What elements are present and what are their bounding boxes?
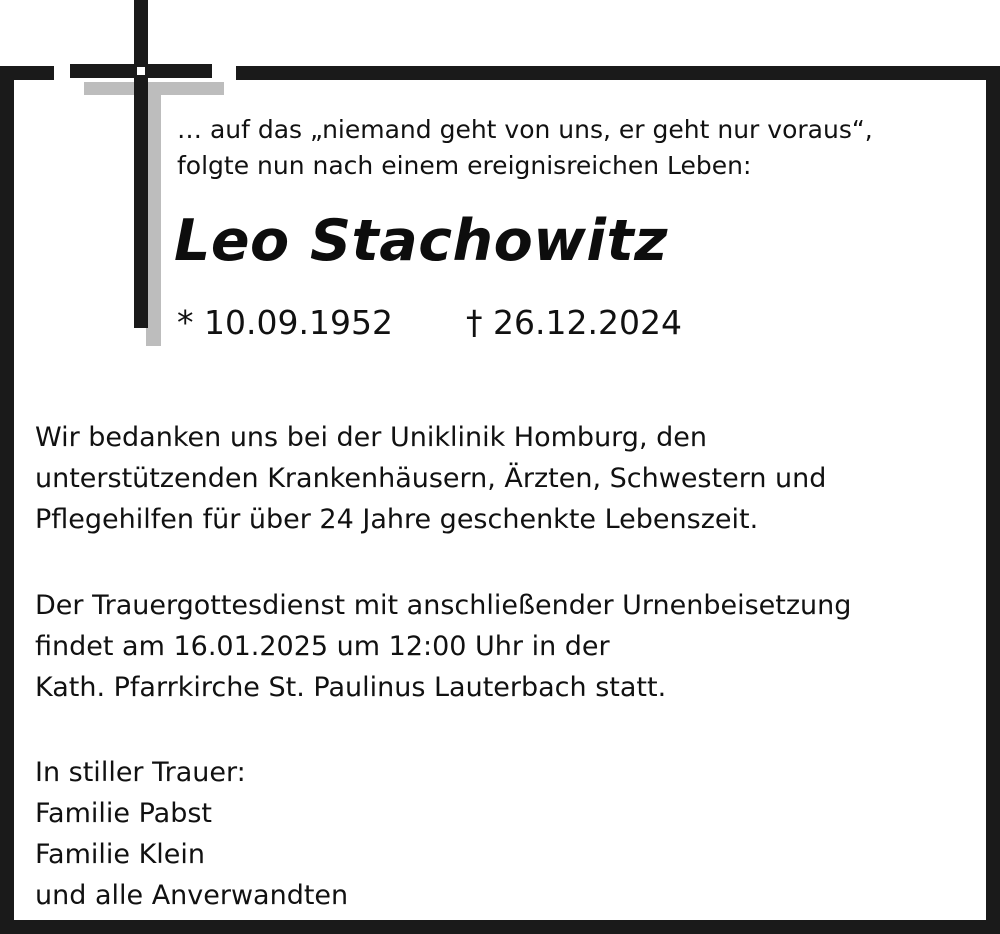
intro-line-1: … auf das „niemand geht von uns, er geht nur voraus“, <box>177 115 873 144</box>
frame-right <box>986 66 1000 934</box>
mourner-entry: Familie Pabst <box>35 798 213 829</box>
thanks-line: unterstützenden Krankenhäusern, Ärzten, Schwestern und <box>35 463 827 494</box>
cross-vertical <box>134 0 148 328</box>
frame-left <box>0 66 14 934</box>
intro-line-2: folgte nun nach einem ereignisreichen Leben: <box>177 151 752 180</box>
mourner-entry: und alle Anverwandten <box>35 880 349 911</box>
frame-top-right <box>236 66 1000 80</box>
thanks-line: Pflegehilfen für über 24 Jahre geschenkte Lebenszeit. <box>35 504 759 535</box>
thanks-paragraph <box>35 417 826 540</box>
death-date: † 26.12.2024 <box>466 303 682 342</box>
service-line: findet am 16.01.2025 um 12:00 Uhr in der <box>35 631 610 662</box>
frame-bottom <box>0 920 1000 934</box>
mourner-entry: Familie Klein <box>35 839 206 870</box>
service-line: Kath. Pfarrkirche St. Paulinus Lauterbach statt. <box>35 672 667 703</box>
intro-quote <box>177 112 873 184</box>
service-line: Der Trauergottesdienst mit anschließender Urnenbeisetzung <box>35 590 852 621</box>
mourners-list <box>35 752 348 916</box>
cross-shadow-vertical <box>146 82 161 346</box>
mourners-heading: In stiller Trauer: <box>35 757 246 788</box>
thanks-line: Wir bedanken uns bei der Uniklinik Homburg, den <box>35 422 707 453</box>
cross-center-highlight <box>137 67 145 75</box>
deceased-name: Leo Stachowitz <box>174 208 668 274</box>
cross-shadow-horizontal <box>84 82 224 95</box>
service-paragraph <box>35 585 851 708</box>
birth-date: * 10.09.1952 <box>177 303 393 342</box>
